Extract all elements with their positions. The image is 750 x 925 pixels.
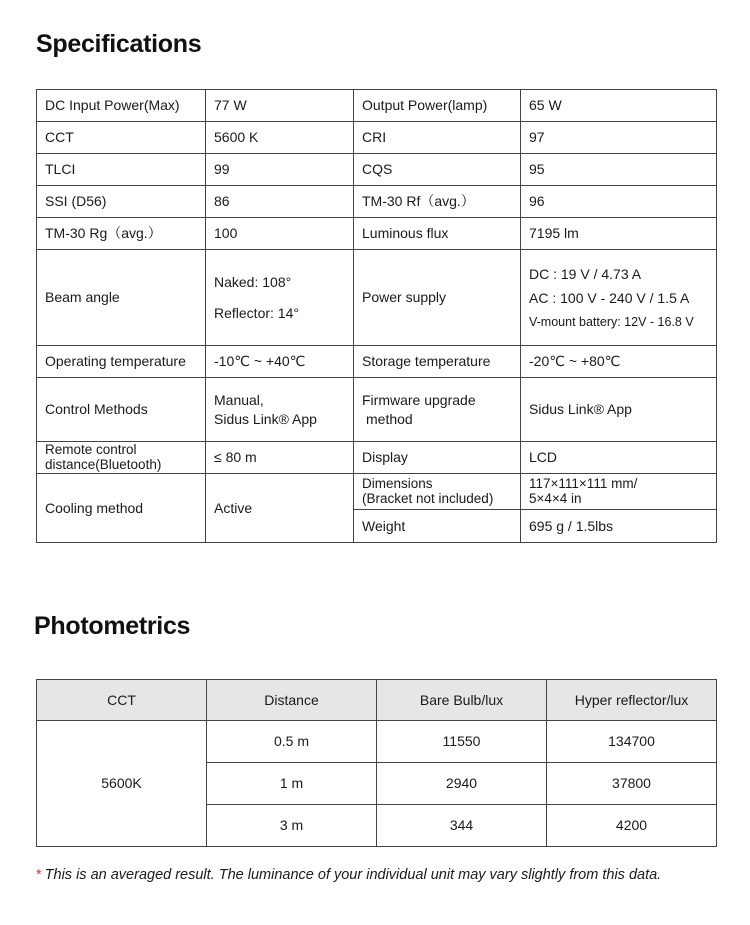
photometrics-header-row: [37, 680, 717, 721]
power-ac: AC : 100 V - 240 V / 1.5 A: [529, 290, 690, 307]
spec-row: [37, 346, 717, 378]
spec-row: [37, 154, 717, 186]
spec-label: Weight: [354, 510, 521, 543]
spec-label: Beam angle: [37, 250, 206, 346]
spec-label: [37, 442, 206, 474]
bare-bulb-cell: 11550: [377, 721, 547, 763]
spec-label: Output Power(lamp): [354, 90, 521, 122]
footnote-asterisk: *: [36, 867, 42, 883]
spec-label: TM-30 Rg（avg.）: [37, 218, 206, 250]
power-vmount: V-mount battery: 12V - 16.8 V: [529, 314, 694, 329]
spec-value: 7195 lm: [521, 218, 717, 250]
table-row: [37, 721, 717, 763]
spec-label: CCT: [37, 122, 206, 154]
spec-label: [354, 474, 521, 510]
spec-label: DC Input Power(Max): [37, 90, 206, 122]
spec-value: [206, 378, 354, 442]
control-value-line: Manual,: [214, 391, 264, 408]
column-header: CCT: [37, 680, 207, 721]
specifications-table: [36, 89, 717, 543]
bare-bulb-cell: 2940: [377, 763, 547, 805]
spec-label: CQS: [354, 154, 521, 186]
spec-value: 695 g / 1.5lbs: [521, 510, 717, 543]
firmware-label-line: Firmware upgrade: [362, 391, 476, 408]
spec-row: [37, 474, 717, 510]
control-value-line: Sidus Link® App: [214, 410, 317, 427]
hyper-reflector-cell: 37800: [547, 763, 717, 805]
spec-label: Display: [354, 442, 521, 474]
photometrics-heading: Photometrics: [34, 612, 191, 640]
spec-label: TLCI: [37, 154, 206, 186]
distance-cell: 0.5 m: [207, 721, 377, 763]
specifications-heading: Specifications: [36, 30, 202, 58]
spec-value: 97: [521, 122, 717, 154]
spec-label: Power supply: [354, 250, 521, 346]
spec-label: Storage temperature: [354, 346, 521, 378]
spec-label: Control Methods: [37, 378, 206, 442]
spec-row: [37, 250, 717, 346]
spec-label: SSI (D56): [37, 186, 206, 218]
dims-label-line: Dimensions: [362, 475, 433, 491]
column-header: Distance: [207, 680, 377, 721]
spec-label: Luminous flux: [354, 218, 521, 250]
spec-value: 77 W: [206, 90, 354, 122]
spec-value: 99: [206, 154, 354, 186]
spec-value: 86: [206, 186, 354, 218]
firmware-label-line: method: [366, 410, 413, 427]
spec-row: [37, 122, 717, 154]
spec-row: [37, 90, 717, 122]
hyper-reflector-cell: 4200: [547, 805, 717, 847]
dims-value-line: 117×111×111 mm/: [529, 475, 638, 491]
spec-value: 96: [521, 186, 717, 218]
dims-value-line: 5×4×4 in: [529, 490, 582, 506]
spec-value: ≤ 80 m: [206, 442, 354, 474]
spec-label: Operating temperature: [37, 346, 206, 378]
spec-value: 95: [521, 154, 717, 186]
spec-label: Cooling method: [37, 474, 206, 543]
cct-cell: 5600K: [37, 721, 207, 847]
spec-value: 5600 K: [206, 122, 354, 154]
photometrics-table: [36, 679, 717, 847]
spec-value: -10℃ ~ +40℃: [206, 346, 354, 378]
bare-bulb-cell: 344: [377, 805, 547, 847]
remote-label-line: distance(Bluetooth): [45, 456, 162, 472]
column-header: Bare Bulb/lux: [377, 680, 547, 721]
spec-row: [37, 218, 717, 250]
spec-label: CRI: [354, 122, 521, 154]
distance-cell: 1 m: [207, 763, 377, 805]
spec-value: [521, 250, 717, 346]
spec-label: TM-30 Rf（avg.）: [354, 186, 521, 218]
spec-value: 100: [206, 218, 354, 250]
spec-label: [354, 378, 521, 442]
spec-value: [206, 250, 354, 346]
spec-value: Active: [206, 474, 354, 543]
spec-value: LCD: [521, 442, 717, 474]
dims-label-line: (Bracket not included): [362, 490, 494, 506]
spec-row: [37, 186, 717, 218]
spec-value: 65 W: [521, 90, 717, 122]
spec-row: [37, 378, 717, 442]
spec-value: Sidus Link® App: [521, 378, 717, 442]
spec-row: [37, 442, 717, 474]
footnote: [36, 867, 661, 883]
distance-cell: 3 m: [207, 805, 377, 847]
hyper-reflector-cell: 134700: [547, 721, 717, 763]
column-header: Hyper reflector/lux: [547, 680, 717, 721]
footnote-text: This is an averaged result. The luminance of your individual unit may vary slightly from this data.: [44, 867, 662, 883]
beam-reflector: Reflector: 14°: [214, 304, 299, 321]
spec-value: [521, 474, 717, 510]
beam-naked: Naked: 108°: [214, 274, 292, 291]
remote-label-line: Remote control: [45, 441, 137, 457]
power-dc: DC : 19 V / 4.73 A: [529, 266, 642, 283]
spec-value: -20℃ ~ +80℃: [521, 346, 717, 378]
